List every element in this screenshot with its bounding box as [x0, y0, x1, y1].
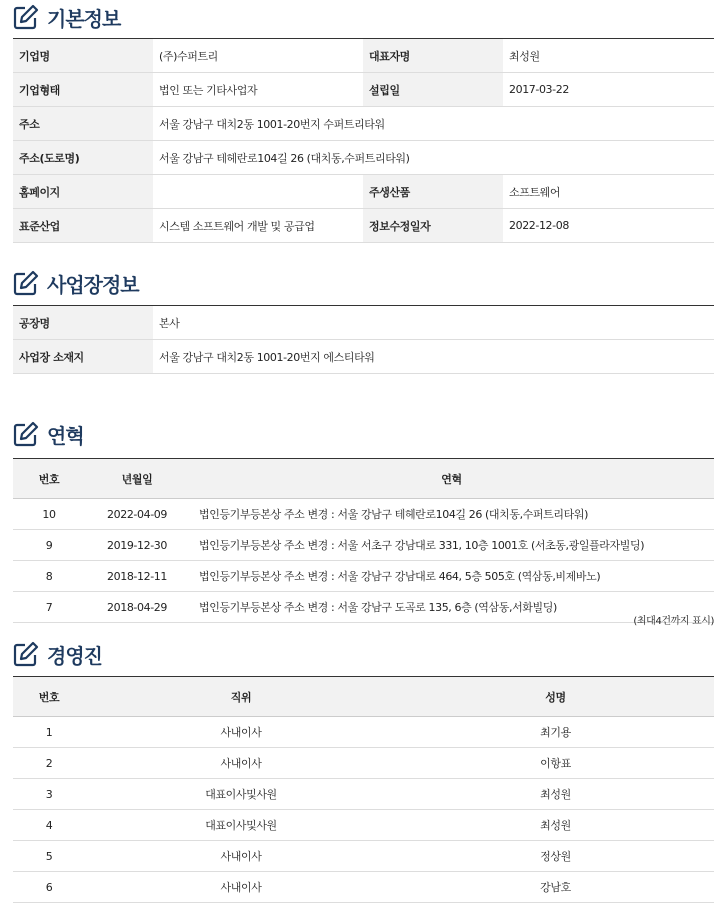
cell-name: 최성원	[397, 810, 714, 841]
col-header: 번호	[13, 677, 85, 717]
cell-name: 최성원	[397, 779, 714, 810]
cell-date: 2018-04-29	[85, 592, 189, 623]
table-row	[13, 499, 714, 530]
label-main-product: 주생산품	[363, 175, 503, 209]
label-road-address: 주소(도로명)	[13, 141, 153, 175]
table-row	[13, 39, 714, 73]
section-title: 연혁	[47, 423, 84, 448]
cell-no: 10	[13, 499, 85, 530]
table-row	[13, 561, 714, 592]
table-row	[13, 872, 714, 903]
table-row	[13, 340, 714, 374]
cell-name: 이항표	[397, 748, 714, 779]
label-site-location: 사업장 소재지	[13, 340, 153, 374]
edit-icon	[13, 641, 39, 667]
cell-position: 대표이사및사원	[85, 810, 397, 841]
site-info-table	[13, 305, 714, 374]
table-row	[13, 73, 714, 107]
section-title: 사업장정보	[47, 272, 139, 297]
basic-info-heading	[13, 3, 120, 31]
cell-position: 사내이사	[85, 717, 397, 748]
value-address: 서울 강남구 대치2동 1001-20번지 수퍼트리타워	[153, 107, 714, 141]
table-row	[13, 841, 714, 872]
history-note: (최대4건까지 표시)	[633, 616, 714, 627]
col-header: 번호	[13, 459, 85, 499]
cell-desc: 법인등기부등본상 주소 변경 : 서울 강남구 도곡로 135, 6층 (역삼동,서화빌딩)	[189, 592, 714, 623]
value-founded: 2017-03-22	[503, 73, 714, 107]
table-row	[13, 717, 714, 748]
cell-no: 9	[13, 530, 85, 561]
cell-no: 5	[13, 841, 85, 872]
executives-heading	[13, 640, 102, 668]
edit-icon	[13, 4, 39, 30]
cell-no: 8	[13, 561, 85, 592]
cell-no: 1	[13, 717, 85, 748]
cell-desc: 법인등기부등본상 주소 변경 : 서울 강남구 테헤란로104길 26 (대치동,수퍼트리타워)	[189, 499, 714, 530]
value-factory: 본사	[153, 306, 714, 340]
col-header: 년월일	[85, 459, 189, 499]
table-header	[13, 459, 714, 499]
table-row	[13, 810, 714, 841]
label-company-name: 기업명	[13, 39, 153, 73]
label-factory: 공장명	[13, 306, 153, 340]
label-founded: 설립일	[363, 73, 503, 107]
cell-no: 6	[13, 872, 85, 903]
cell-position: 사내이사	[85, 748, 397, 779]
cell-desc: 법인등기부등본상 주소 변경 : 서울 서초구 강남대로 331, 10층 1001호 (서초동,광일플라자빌딩)	[189, 530, 714, 561]
cell-name: 강남호	[397, 872, 714, 903]
table-row	[13, 592, 714, 623]
value-company-type: 법인 또는 기타사업자	[153, 73, 363, 107]
label-homepage: 홈페이지	[13, 175, 153, 209]
value-road-address: 서울 강남구 테헤란로104길 26 (대치동,수퍼트리타워)	[153, 141, 714, 175]
label-industry: 표준산업	[13, 209, 153, 243]
label-updated: 정보수정일자	[363, 209, 503, 243]
history-table	[13, 458, 714, 623]
cell-name: 최기용	[397, 717, 714, 748]
cell-name: 정상원	[397, 841, 714, 872]
value-updated: 2022-12-08	[503, 209, 714, 243]
table-row	[13, 779, 714, 810]
edit-icon	[13, 270, 39, 296]
cell-date: 2022-04-09	[85, 499, 189, 530]
label-ceo: 대표자명	[363, 39, 503, 73]
value-ceo: 최성원	[503, 39, 714, 73]
section-title: 기본정보	[47, 6, 121, 31]
table-row	[13, 530, 714, 561]
cell-position: 대표이사및사원	[85, 779, 397, 810]
table-row	[13, 306, 714, 340]
site-info-heading	[13, 269, 139, 297]
cell-position: 사내이사	[85, 841, 397, 872]
cell-no: 4	[13, 810, 85, 841]
value-company-name: (주)수퍼트리	[153, 39, 363, 73]
col-header: 성명	[397, 677, 714, 717]
value-site-location: 서울 강남구 대치2동 1001-20번지 에스티타워	[153, 340, 714, 374]
value-homepage	[153, 175, 363, 209]
table-row	[13, 209, 714, 243]
cell-desc: 법인등기부등본상 주소 변경 : 서울 강남구 강남대로 464, 5층 505호 (역삼동,비제바노)	[189, 561, 714, 592]
col-header: 직위	[85, 677, 397, 717]
cell-position: 사내이사	[85, 872, 397, 903]
cell-date: 2018-12-11	[85, 561, 189, 592]
basic-info-table	[13, 38, 714, 243]
label-company-type: 기업형태	[13, 73, 153, 107]
cell-no: 3	[13, 779, 85, 810]
table-header	[13, 677, 714, 717]
table-row	[13, 175, 714, 209]
section-title: 경영진	[47, 643, 102, 668]
executives-table	[13, 676, 714, 903]
col-header: 연혁	[189, 459, 714, 499]
table-row	[13, 141, 714, 175]
cell-no: 2	[13, 748, 85, 779]
cell-date: 2019-12-30	[85, 530, 189, 561]
table-row	[13, 748, 714, 779]
history-heading	[13, 420, 84, 448]
table-row	[13, 107, 714, 141]
value-main-product: 소프트웨어	[503, 175, 714, 209]
value-industry: 시스템 소프트웨어 개발 및 공급업	[153, 209, 363, 243]
label-address: 주소	[13, 107, 153, 141]
edit-icon	[13, 421, 39, 447]
cell-no: 7	[13, 592, 85, 623]
